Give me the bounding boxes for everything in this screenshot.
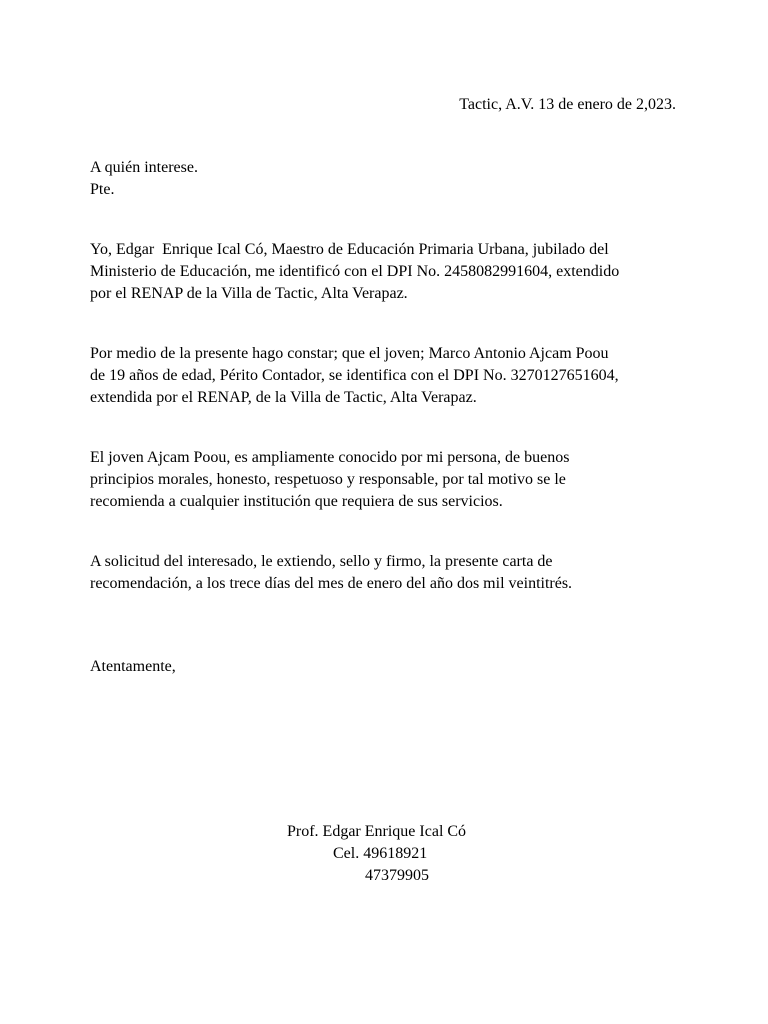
signer-phone: Cel. 49618921 xyxy=(333,845,428,862)
letter-date: Tactic, A.V. 13 de enero de 2,023. xyxy=(459,96,676,113)
paragraph-line: por el RENAP de la Villa de Tactic, Alta Verapaz. xyxy=(90,285,408,302)
recipient-line: A quién interese. xyxy=(90,159,198,176)
paragraph-certification xyxy=(90,343,690,409)
paragraph-line: A solicitud del interesado, le extiendo, sello y firmo, la presente carta de xyxy=(90,553,553,570)
paragraph-line: recomendación, a los trece días del mes de enero del año dos mil veintitrés. xyxy=(90,575,573,592)
signer-phone-secondary: 47379905 xyxy=(365,867,429,884)
paragraph-line: Ministerio de Educación, me identificó con el DPI No. 2458082991604, extendido xyxy=(90,263,620,280)
paragraph-line: El joven Ajcam Poou, es ampliamente conocido por mi persona, de buenos xyxy=(90,449,570,466)
paragraph-request xyxy=(90,551,690,595)
recipient-block xyxy=(90,157,690,201)
paragraph-line: de 19 años de edad, Périto Contador, se identifica con el DPI No. 3270127651604, xyxy=(90,367,619,384)
paragraph-line: recomienda a cualquier institución que requiera de sus servicios. xyxy=(90,493,503,510)
paragraph-character xyxy=(90,447,690,513)
paragraph-line: Por medio de la presente hago constar; que el joven; Marco Antonio Ajcam Poou xyxy=(90,345,609,362)
paragraph-line: extendida por el RENAP, de la Villa de Tactic, Alta Verapaz. xyxy=(90,389,477,406)
recipient-line: Pte. xyxy=(90,181,115,198)
signer-name: Prof. Edgar Enrique Ical Có xyxy=(287,823,467,840)
closing-salutation: Atentamente, xyxy=(90,658,176,675)
paragraph-line: Yo, Edgar Enrique Ical Có, Maestro de Educación Primaria Urbana, jubilado del xyxy=(90,241,609,258)
paragraph-line: principios morales, honesto, respetuoso y responsable, por tal motivo se le xyxy=(90,471,566,488)
paragraph-identification xyxy=(90,239,690,305)
